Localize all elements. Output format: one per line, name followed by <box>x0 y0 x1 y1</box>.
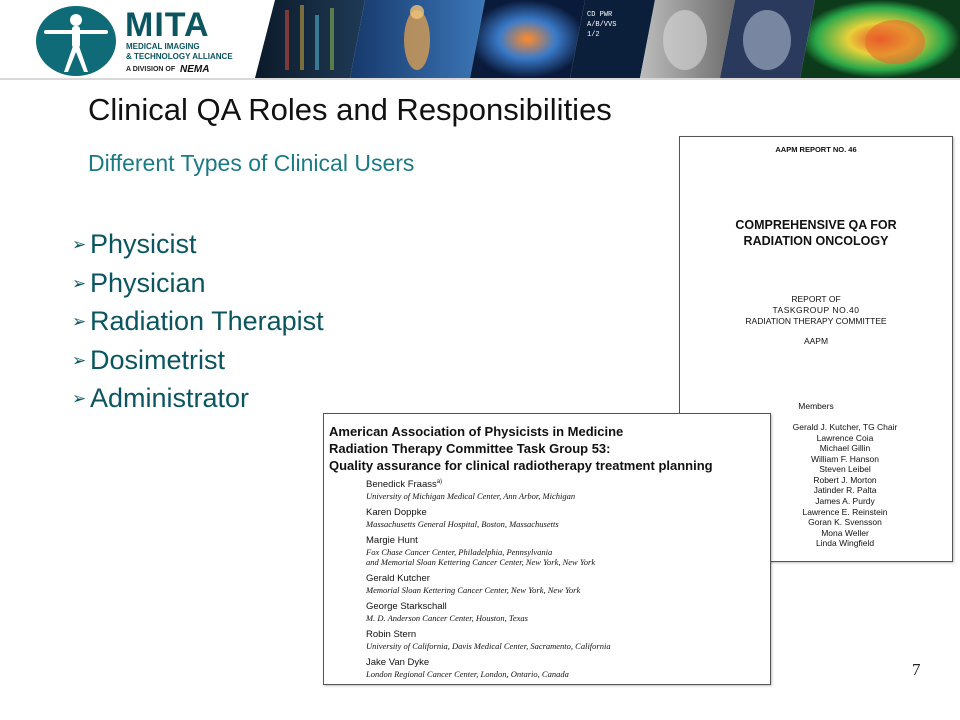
members-heading: Members <box>798 401 834 411</box>
author-affiliation: Memorial Sloan Kettering Cancer Center, New York, New York <box>366 585 581 595</box>
page-number: 7 <box>912 660 921 679</box>
nema-logo: NEMA <box>180 64 210 75</box>
author-name: Karen Doppke <box>366 507 427 518</box>
report-number: AAPM REPORT NO. 46 <box>775 145 857 154</box>
author-affiliation: London Regional Cancer Center, London, Ontario, Canada <box>366 669 569 679</box>
list-item <box>72 380 324 419</box>
author-affiliation: University of California, Davis Medical Center, Sacramento, California <box>366 641 611 651</box>
role-label: Administrator <box>90 383 250 413</box>
svg-text:CD PWR: CD PWR <box>587 11 613 19</box>
author-name: Margie Hunt <box>366 535 418 546</box>
roles-list <box>72 226 324 419</box>
author-name: George Starkschall <box>366 601 447 612</box>
arrow-bullet-icon: ➢ <box>72 312 87 331</box>
arrow-bullet-icon: ➢ <box>72 389 87 408</box>
author-name: Jake Van Dyke <box>366 657 430 668</box>
author-affiliation: Massachusetts General Hospital, Boston, Massachusetts <box>366 519 559 529</box>
org-label: AAPM <box>803 336 829 346</box>
header-banner <box>0 0 960 80</box>
medical-imaging-mosaic <box>255 0 960 78</box>
report-title-line2: RADIATION ONCOLOGY <box>743 234 889 248</box>
author-superscript: a) <box>436 479 443 485</box>
tg53-heading-line1: American Association of Physicists in Medicine <box>329 424 624 439</box>
author-name: Robin Stern <box>366 629 417 640</box>
list-item <box>72 303 324 342</box>
task-group-label: TASKGROUP NO.40 <box>772 305 860 315</box>
svg-text:1/2: 1/2 <box>587 31 600 39</box>
member-name: Mona Weller <box>821 528 869 538</box>
svg-text:A/B/VVS: A/B/VVS <box>587 21 617 29</box>
role-label: Radiation Therapist <box>90 306 324 336</box>
member-name: Michael Gillin <box>819 443 871 453</box>
author-affiliation: M. D. Anderson Cancer Center, Houston, Texas <box>366 613 528 623</box>
role-label: Physician <box>90 267 206 298</box>
committee-label: RADIATION THERAPY COMMITTEE <box>745 316 887 326</box>
arrow-bullet-icon: ➢ <box>72 350 87 370</box>
member-name: Gerald J. Kutcher, TG Chair <box>792 422 898 432</box>
logo-brand: MITA <box>125 6 210 44</box>
slide-title: Clinical QA Roles and Responsibilities <box>88 92 612 127</box>
member-name: Jatinder R. Palta <box>813 485 877 495</box>
member-name: Robert J. Morton <box>813 475 877 485</box>
list-item <box>72 265 324 304</box>
list-item <box>72 226 324 265</box>
banner-divider <box>0 78 960 80</box>
arrow-bullet-icon: ➢ <box>72 235 87 254</box>
member-name: Lawrence E. Reinstein <box>802 507 888 517</box>
tg53-heading-line3: Quality assurance for clinical radiotherapy treatment planning <box>329 458 713 473</box>
role-label: Physicist <box>90 229 197 259</box>
member-name: Linda Wingfield <box>815 538 875 548</box>
member-name: James A. Purdy <box>815 496 875 506</box>
logo-division: A DIVISION OF <box>126 66 176 73</box>
author-name-text: Benedick Fraass <box>366 479 437 491</box>
arrow-bullet-icon: ➢ <box>72 273 87 293</box>
author-name: Gerald Kutcher <box>366 573 430 584</box>
slide-subtitle: Different Types of Clinical Users <box>88 150 415 176</box>
report-title-line1: COMPREHENSIVE QA FOR <box>735 218 897 232</box>
author-affiliation: Fox Chase Cancer Center, Philadelphia, Pennsylvania <box>366 547 553 557</box>
logo-subtitle: MEDICAL IMAGING <box>126 42 200 51</box>
member-name: Steven Leibel <box>819 464 871 474</box>
author-affiliation: University of Michigan Medical Center, Ann Arbor, Michigan <box>366 491 576 501</box>
member-name: William F. Hanson <box>810 454 880 464</box>
member-name: Goran K. Svensson <box>808 517 882 527</box>
vitruvian-man-icon <box>36 6 116 76</box>
author-name <box>366 479 442 490</box>
member-name: Lawrence Coia <box>816 433 874 443</box>
logo-subtitle-2: & TECHNOLOGY ALLIANCE <box>126 52 233 61</box>
author-affiliation-2: and Memorial Sloan Kettering Cancer Center, New York, New York <box>366 557 596 567</box>
tg53-document <box>323 413 771 685</box>
list-item <box>72 342 324 381</box>
tg53-heading-line2: Radiation Therapy Committee Task Group 53: <box>329 441 611 456</box>
role-label: Dosimetrist <box>90 344 226 375</box>
report-of-label: REPORT OF <box>791 294 841 304</box>
